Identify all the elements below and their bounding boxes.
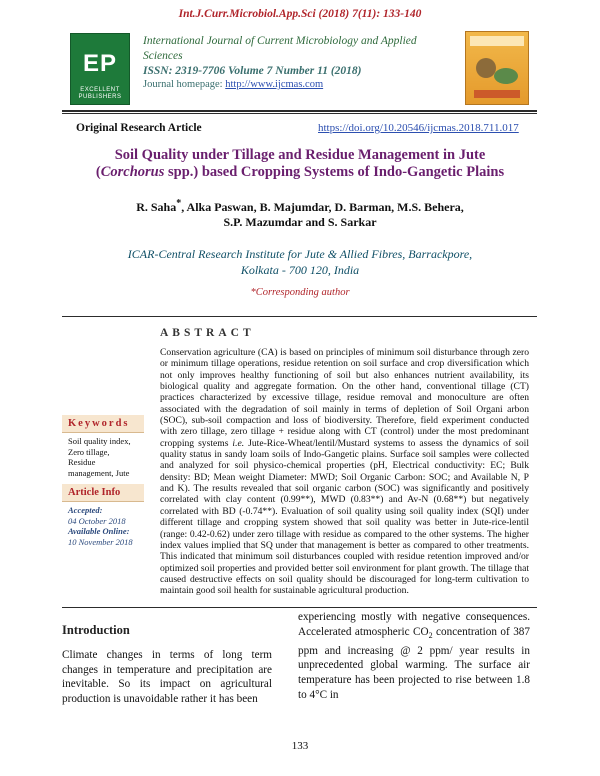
header-rule-top [62,110,537,112]
authors-line-1: R. Saha*, Alka Paswan, B. Majumdar, D. Barman, M.S. Behera, [136,198,464,214]
corresponding-mark: * [176,198,182,209]
keyword-item: Soil quality index, [68,436,131,446]
online-label: Available Online: [68,526,130,536]
homepage-label: Journal homepage: [143,79,226,90]
corresponding-author-note: *Corresponding author [250,287,350,298]
author-list [80,196,520,230]
publisher-logo [70,33,130,105]
introduction-text-right: experiencing mostly with negative consequences. Accelerated atmospheric $CO_2$ concentration of 387 ppm and increasing @ 2 ppm/ year results in unprecedented global warming. The surface air temperature has been projected to rise between 1.8 to 4°C in [298,611,530,701]
abstract-end-rule [62,607,537,608]
title-genus: Corchorus [100,164,165,180]
authors-line-2: S.P. Mazumdar and S. Sarkar [223,215,377,229]
article-info [62,502,144,553]
title-line-2: (Corchorus spp.) based Cropping Systems of Indo-Gangetic Plains [95,164,505,180]
journal-name: International Journal of Current Microbiology and Applied Sciences [143,35,417,62]
keywords-heading: Keywords [62,415,144,433]
introduction-text-left: Climate changes in terms of long term changes in temperature and precipitation are inevitable. So its impact on agricultural production is unavoidable rather it has been [62,649,272,706]
keyword-item: management, Jute [68,467,130,478]
journal-homepage [143,78,455,92]
affiliation: ICAR-Central Research Institute for Jute & Allied Fibres, Barrackpore, Kolkata - 700 120, India [127,247,473,277]
online-date: 10 November 2018 [68,536,133,547]
article-info-heading: Article Info [62,484,144,502]
header-rule-bottom [62,113,537,114]
journal-cover-image [465,31,529,105]
keywords-list [62,433,144,484]
logo-letters: EP [82,50,117,77]
keyword-item: Zero tillage, [68,446,110,457]
abstract-heading: ABSTRACT [160,327,255,339]
abstract-text: Conservation agriculture (CA) is based on principles of minimum soil disturbance through zero or minimum tillage operations, residue retention on soil surface and crop diversification which not only improves healthy functioning of soil but also enhances nutrient availability, its biological quality and aggregate formation. On the other hand, conventional tillage (CT) practices characterized by excessive tillage, residue removal and monoculture are often associated with the degradation of soil mainly in terms of depletion of Soil Organi arbon (SOC), sub-soil compaction and loss of biodiversity. Therefore, field experiment conducted with zero tillage, zero tillage + residue along with CT (control) under the most predominant cropping systems i.e. Jute-Rice-Wheat/lentil/Mustard systems to assess the dynamics of soil quality status in sandy loam soils of Indo-Gangetic plains. Surface soil samples were collected and analyzed for soil physico-chemical properties (pH, Electrical conductivity: EC; Bulk density: BD; Mean weight Diameter: MWD; Soil Organic Carbon: SOC; and Available N, P and K). The results revealed that soil organic carbon (SOC) was significantly and positively correlated with clay content (0.99**), MWD (0.83**) and Av-N (0.68**) but negatively correlated with BD (-0.74**). Evaluation of soil quality using soil quality index (SQI) under different tillage and cropping system showed that soil quality was better in Jute-rice-lentil (range: 0.42-0.62) under zero tillage with residue as compared to the other systems. The higher index values implied that SQ under that management is better as compared to other treatments. This indicated that minimum soil disturbances coupled with residue retention improved and/or optimized soil properties and provided better soil environment for plant growth. The tillage that caused destructive effects on soil quality should be discouraged for long-term cultivation to maintain good soil health for sustainable agricultural production. [160,347,529,597]
running-head: Int.J.Curr.Microbiol.App.Sci (2018) 7(11): 133-140 [178,8,422,20]
abstract-rule [62,316,537,317]
page-number: 133 [291,740,309,752]
accepted-label: Accepted: [68,505,103,515]
doi-link[interactable]: https://doi.org/10.20546/ijcmas.2018.711.017 [318,122,519,134]
article-type: Original Research Article [76,122,202,134]
article-title [80,147,520,181]
title-line-1: Soil Quality under Tillage and Residue Management in Jute [114,147,486,163]
homepage-link[interactable]: http://www.ijcmas.com [225,79,324,90]
accepted-date: 04 October 2018 [68,515,126,526]
keyword-item: Residue [68,457,96,467]
logo-caption: EXCELLENT PUBLISHERS [78,87,122,100]
article-sidebar [62,415,144,553]
introduction-heading: Introduction [62,623,130,637]
issn-line: ISSN: 2319-7706 Volume 7 Number 11 (2018) [143,65,362,77]
journal-header [143,34,455,92]
